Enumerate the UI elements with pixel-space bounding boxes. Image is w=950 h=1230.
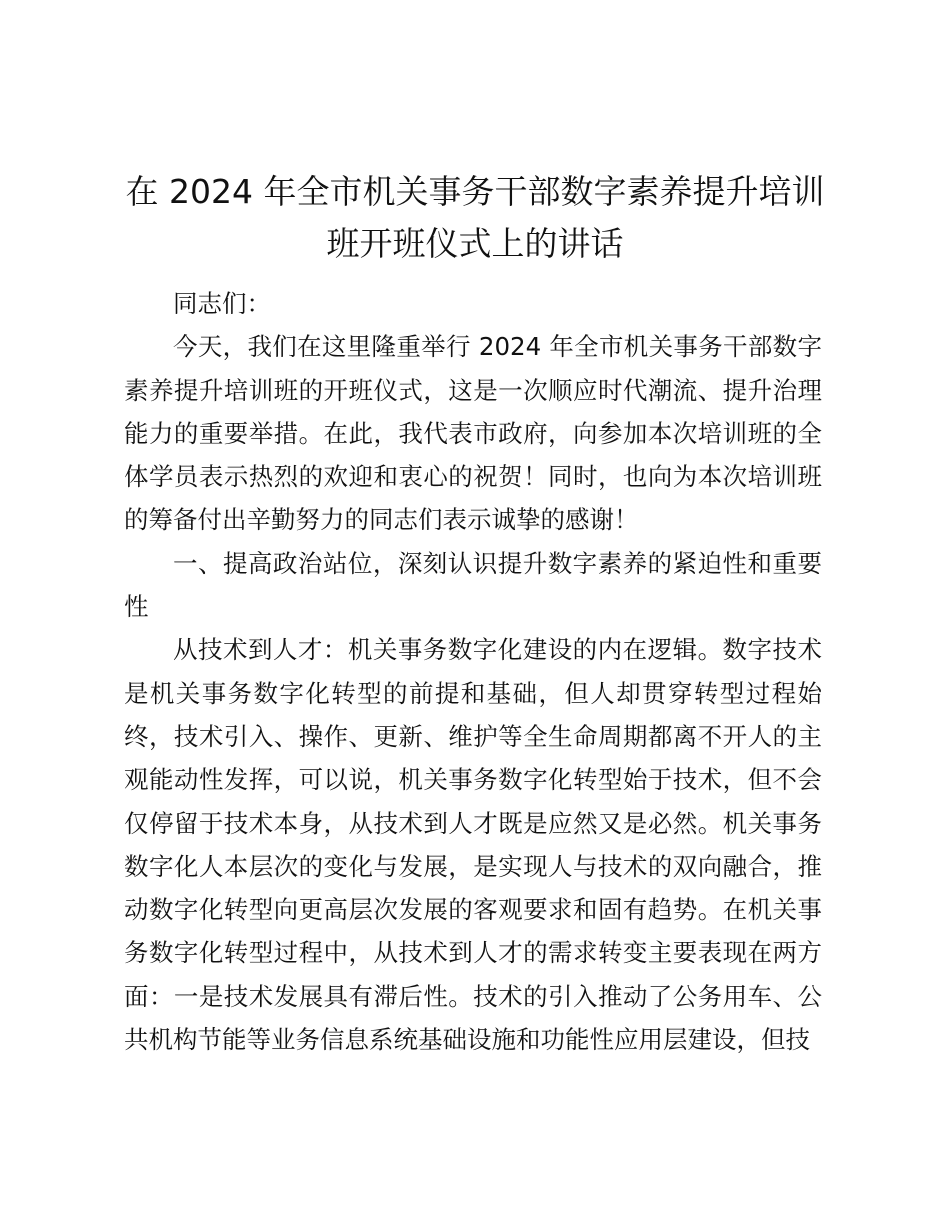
document-title: 在 2024 年全市机关事务干部数字素养提升培训班开班仪式上的讲话 xyxy=(125,172,825,263)
paragraph-opening: 今天，我们在这里隆重举行 2024 年全市机关事务干部数字素养提升培训班的开班仪式，这是一次顺应时代潮流、提升治理能力的重要举措。在此，我代表市政府，向参加本次培训班的全体学员表示热烈的欢迎和衷心的祝贺！同时，也向为本次培训班的筹备付出辛勤努力的同志们表示诚挚的感谢！ xyxy=(124,332,822,535)
document-body xyxy=(124,282,822,1061)
section-heading-1: 一、提高政治站位，深刻认识提升数字素养的紧迫性和重要性 xyxy=(124,548,822,622)
paragraph-tech-to-talent: 从技术到人才：机关事务数字化建设的内在逻辑。数字技术是机关事务数字化转型的前提和基础，但人却贯穿转型过程始终，技术引入、操作、更新、维护等全生命周期都离不开人的主观能动性发挥，可以说，机关事务数字化转型始于技术，但不会仅停留于技术本身，从技术到人才既是应然又是必然。机关事务数字化人本层次的变化与发展，是实现人与技术的双向融合，推动数字化转型向更高层次发展的客观要求和固有趋势。在机关事务数字化转型过程中，从技术到人才的需求转变主要表现在两方面：一是技术发展具有滞后性。技术的引入推动了公务用车、公共机构节能等业务信息系统基础设施和功能性应用层建设，但技 xyxy=(124,635,822,1055)
salutation: 同志们： xyxy=(173,289,271,318)
